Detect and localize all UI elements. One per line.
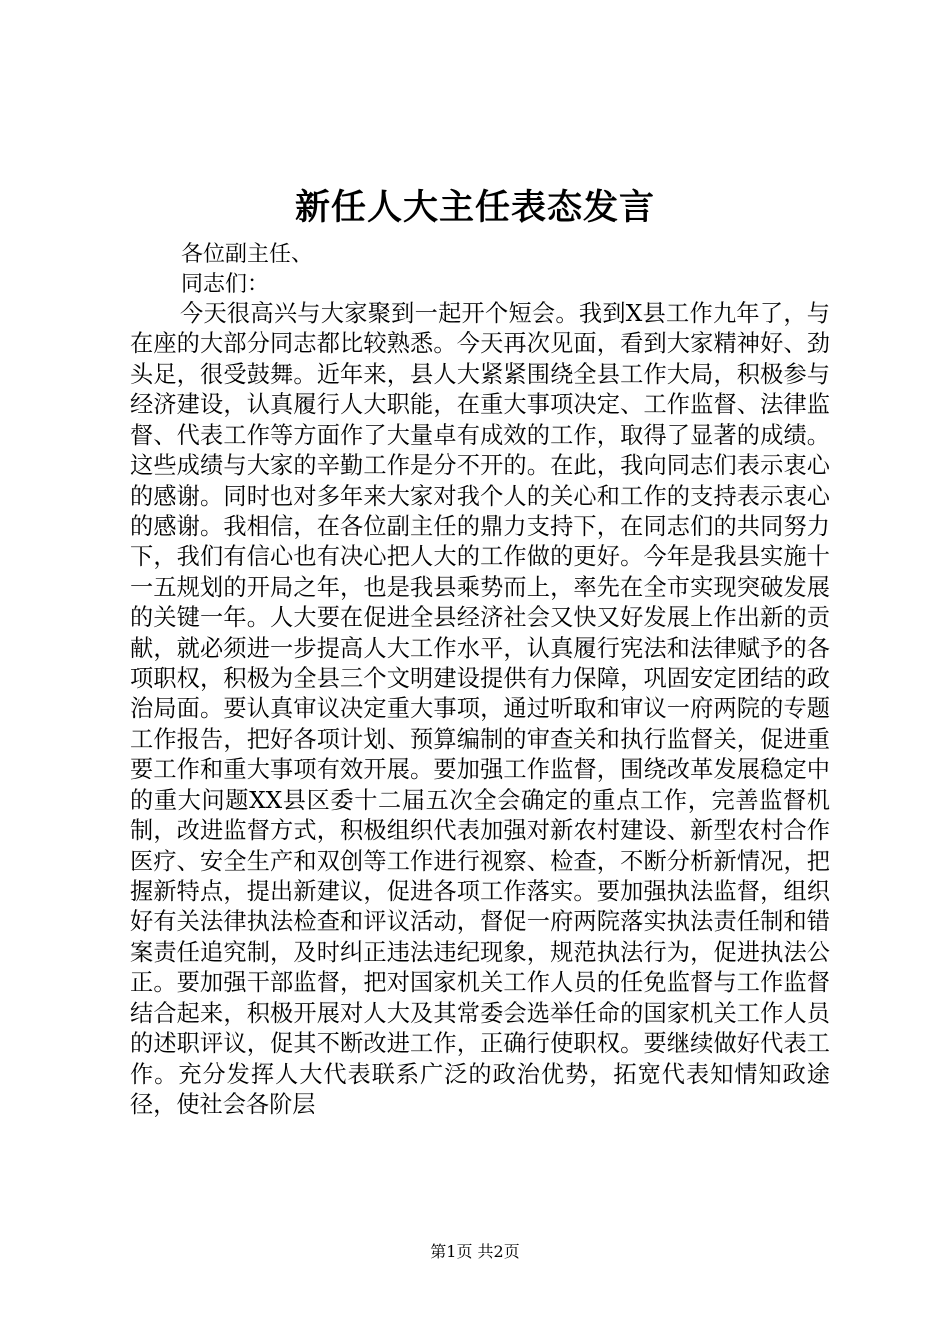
- page-title: 新任人大主任表态发言: [294, 187, 655, 228]
- page-footer: 第1页 共2页: [430, 1242, 520, 1261]
- salutation-line-2: 同志们：: [181, 272, 270, 297]
- salutation-line-1: 各位副主任、: [181, 242, 314, 267]
- body-paragraph: 今天很高兴与大家聚到一起开个短会。我到X县工作九年了，与在座的大部分同志都比较熟悉。今天再次见面，看到大家精神好、劲头足，很受鼓舞。近年来，县人大紧紧围绕全县工作大局，积极参与经济建设，认真履行人大职能，在重大事项决定、工作监督、法律监督、代表工作等方面作了大量卓有成效的工作，取得了显著的成绩。这些成绩与大家的辛勤工作是分不开的。在此，我向同志们表示衷心的感谢。同时也对多年来大家对我个人的关心和工作的支持表示衷心的感谢。我相信，在各位副主任的鼎力支持下，在同志们的共同努力下，我们有信心也有决心把人大的工作做的更好。今年是我县实施十一五规划的开局之年，也是我县乘势而上，率先在全市实现突破发展的关键一年。人大要在促进全县经济社会又快又好发展上作出新的贡献，就必须进一步提高人大工作水平，认真履行宪法和法律赋予的各项职权，积极为全县三个文明建设提供有力保障，巩固安定团结的政治局面。要认真审议决定重大事项，通过听取和审议一府两院的专题工作报告，把好各项计划、预算编制的审查关和执行监督关，促进重要工作和重大事项有效开展。要加强工作监督，围绕改革发展稳定中的重大问题XX县区委十二届五次全会确定的重点工作，完善监督机制，改进监督方式，积极组织代表加强对新农村建设、新型农村合作医疗、安全生产和双创等工作进行视察、检查，不断分析新情况，把握新特点，提出新建议，促进各项工作落实。要加强执法监督，组织好有关法律执法检查和评议活动，督促一府两院落实执法责任制和错案责任追究制，及时纠正违法违纪现象，规范执法行为，促进执法公正。要加强干部监督，把对国家机关工作人员的任免监督与工作监督结合起来，积极开展对人大及其常委会选举任命的国家机关工作人员的述职评议，促其不断改进工作，正确行使职权。要继续做好代表工作。充分发挥人大代表联系广泛的政治优势，拓宽代表知情知政途径，使社会各阶层: [130, 300, 830, 1118]
